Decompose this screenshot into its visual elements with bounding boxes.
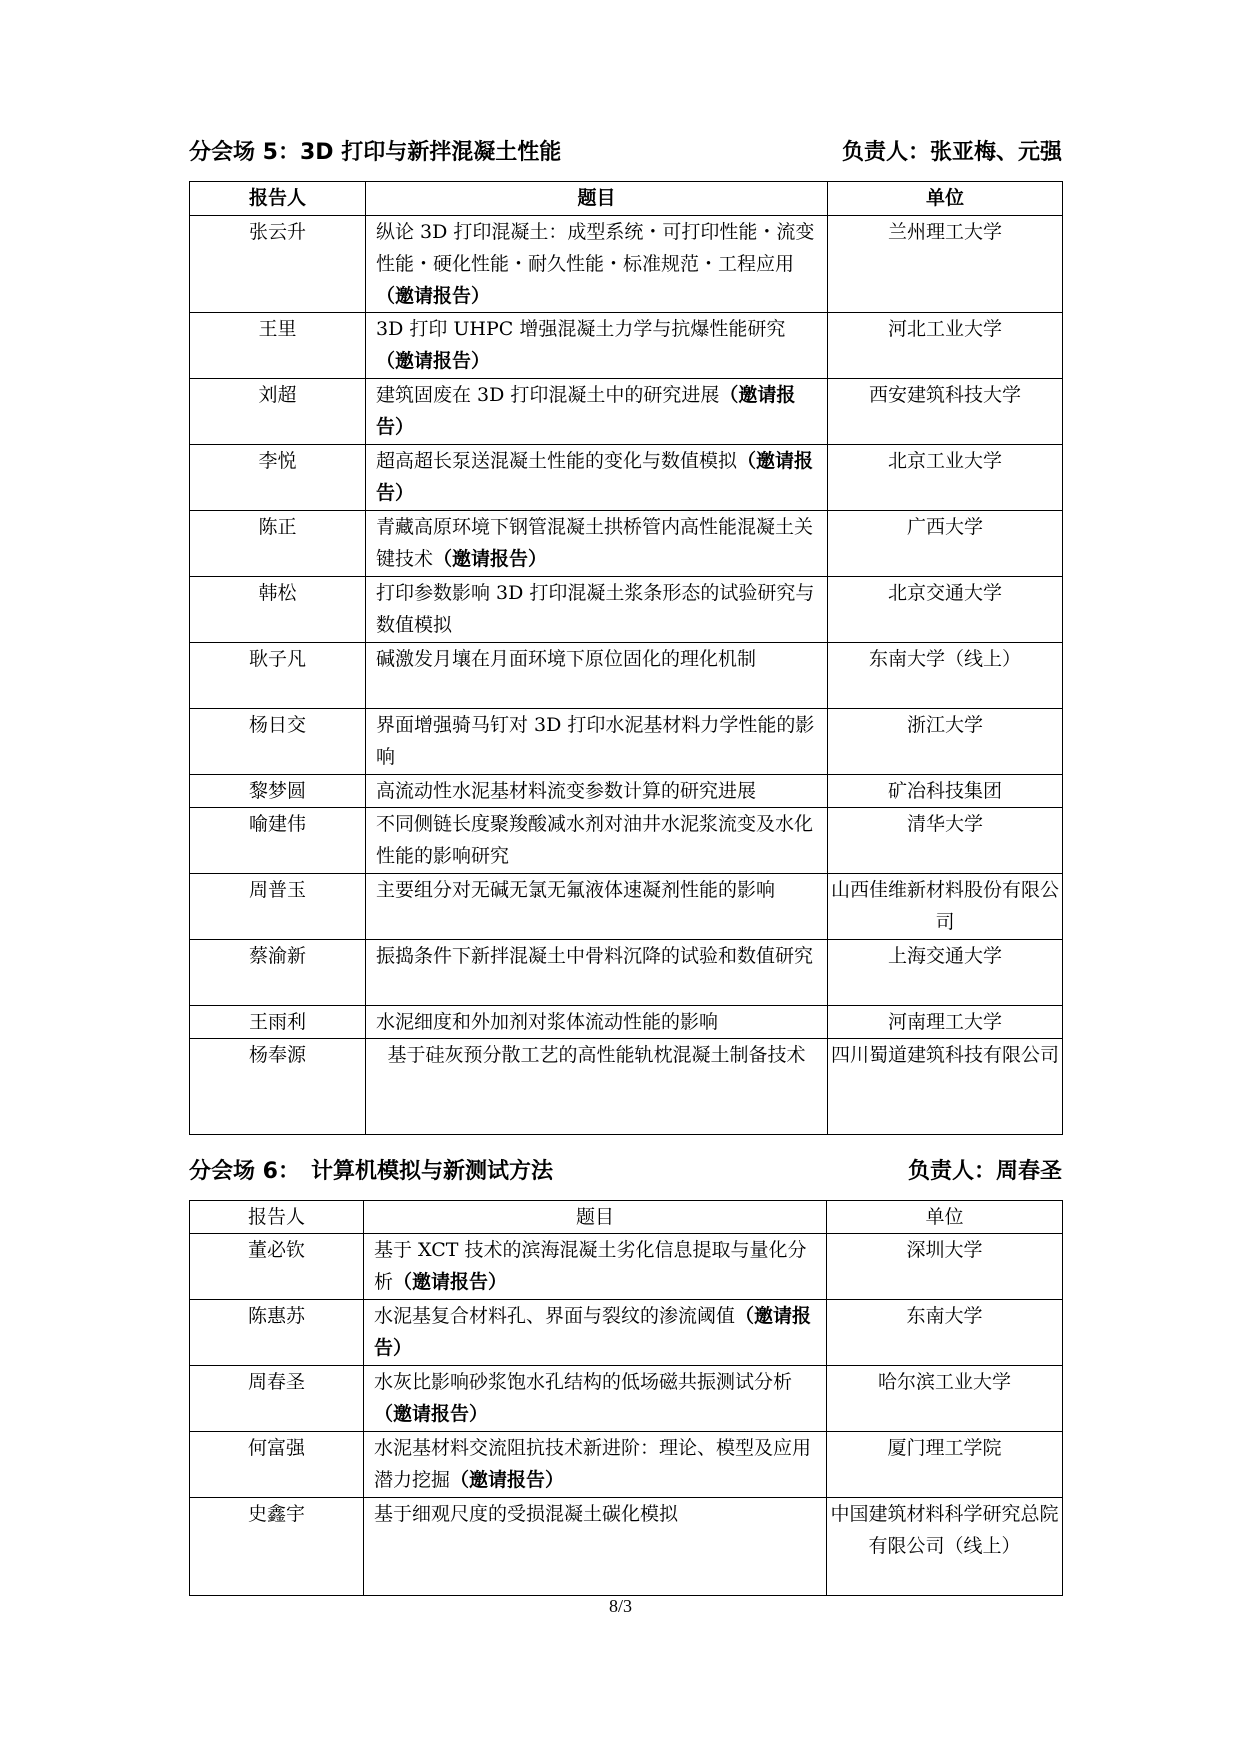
session-5-table [189, 181, 1063, 1135]
speaker-name: 陈正 [190, 511, 366, 577]
affiliation: 东南大学（线上） [828, 643, 1063, 709]
header-unit: 单位 [828, 182, 1063, 216]
topic-text: 3D 打印 UHPC 增强混凝土力学与抗爆性能研究 [376, 318, 786, 340]
talk-topic [366, 511, 828, 577]
topic-text: 碱激发月壤在月面环境下原位固化的理化机制 [376, 648, 757, 670]
session-5-title: 分会场 5：3D 打印与新拌混凝土性能 [189, 140, 562, 165]
table-row [190, 1432, 1063, 1498]
speaker-name: 董必钦 [190, 1234, 364, 1300]
topic-text: 振捣条件下新拌混凝土中骨料沉降的试验和数值研究 [376, 945, 814, 967]
speaker-name: 王雨利 [190, 1006, 366, 1039]
table-row [190, 1300, 1063, 1366]
speaker-name: 周春圣 [190, 1366, 364, 1432]
session-6-heading [189, 1155, 1062, 1189]
talk-topic [366, 216, 828, 313]
table-row [190, 775, 1063, 808]
invited-tag: （邀请报告） [376, 450, 814, 504]
topic-text: 界面增强骑马钉对 3D 打印水泥基材料力学性能的影响 [376, 714, 815, 768]
topic-text: 建筑固废在 3D 打印混凝土中的研究进展 [376, 384, 720, 406]
speaker-name: 陈惠苏 [190, 1300, 364, 1366]
affiliation: 河北工业大学 [828, 313, 1063, 379]
table-row [190, 643, 1063, 709]
talk-topic [366, 445, 828, 511]
affiliation: 清华大学 [828, 808, 1063, 874]
topic-text: 水灰比影响砂浆饱水孔结构的低场磁共振测试分析 [374, 1371, 793, 1393]
affiliation: 北京工业大学 [828, 445, 1063, 511]
table-row [190, 577, 1063, 643]
affiliation: 河南理工大学 [828, 1006, 1063, 1039]
table-row [190, 1366, 1063, 1432]
speaker-name: 何富强 [190, 1432, 364, 1498]
affiliation: 山西佳维新材料股份有限公司 [828, 874, 1063, 940]
affiliation: 浙江大学 [828, 709, 1063, 775]
invited-tag: （邀请报告） [374, 1305, 812, 1359]
table-row [190, 874, 1063, 940]
invited-tag: （邀请报告） [376, 384, 796, 438]
table-header-row [190, 1201, 1063, 1234]
talk-topic [364, 1234, 827, 1300]
table-row [190, 1234, 1063, 1300]
talk-topic [364, 1366, 827, 1432]
speaker-name: 张云升 [190, 216, 366, 313]
talk-topic [366, 709, 828, 775]
affiliation: 矿冶科技集团 [828, 775, 1063, 808]
affiliation: 东南大学 [827, 1300, 1063, 1366]
affiliation: 四川蜀道建筑科技有限公司 [828, 1039, 1063, 1135]
table-row [190, 1006, 1063, 1039]
header-unit: 单位 [827, 1201, 1063, 1234]
affiliation: 西安建筑科技大学 [828, 379, 1063, 445]
session-6-owner: 负责人：周春圣 [907, 1159, 1062, 1184]
talk-topic [366, 313, 828, 379]
speaker-name: 蔡渝新 [190, 940, 366, 1006]
affiliation: 中国建筑材料科学研究总院有限公司（线上） [827, 1498, 1063, 1596]
topic-text: 打印参数影响 3D 打印混凝土浆条形态的试验研究与数值模拟 [376, 582, 815, 636]
invited-tag: （邀请报告） [450, 1469, 565, 1491]
invited-tag: （邀请报告） [433, 548, 548, 570]
talk-topic [366, 643, 828, 709]
session-5-owner: 负责人：张亚梅、元强 [841, 140, 1062, 165]
speaker-name: 耿子凡 [190, 643, 366, 709]
invited-tag: （邀请报告） [376, 285, 491, 307]
topic-text: 基于硅灰预分散工艺的高性能轨枕混凝土制备技术 [387, 1044, 806, 1066]
topic-text: 基于细观尺度的受损混凝土碳化模拟 [374, 1503, 679, 1525]
speaker-name: 韩松 [190, 577, 366, 643]
speaker-name: 杨奉源 [190, 1039, 366, 1135]
table-row [190, 511, 1063, 577]
affiliation: 深圳大学 [827, 1234, 1063, 1300]
speaker-name: 黎梦圆 [190, 775, 366, 808]
table-row [190, 709, 1063, 775]
topic-text: 不同侧链长度聚羧酸减水剂对油井水泥浆流变及水化性能的影响研究 [376, 813, 814, 867]
talk-topic [366, 379, 828, 445]
talk-topic [366, 940, 828, 1006]
talk-topic [366, 808, 828, 874]
header-topic: 题目 [366, 182, 828, 216]
speaker-name: 周普玉 [190, 874, 366, 940]
affiliation: 广西大学 [828, 511, 1063, 577]
talk-topic [366, 1039, 828, 1135]
topic-text: 超高超长泵送混凝土性能的变化与数值模拟 [376, 450, 738, 472]
speaker-name: 杨日交 [190, 709, 366, 775]
table-row [190, 216, 1063, 313]
speaker-name: 史鑫宇 [190, 1498, 364, 1596]
speaker-name: 王里 [190, 313, 366, 379]
table-header-row [190, 182, 1063, 216]
table-row [190, 1039, 1063, 1135]
header-speaker: 报告人 [190, 1201, 364, 1234]
table-row [190, 1498, 1063, 1596]
topic-text: 纵论 3D 打印混凝土：成型系统・可打印性能・流变性能・硬化性能・耐久性能・标准规范・工程应用 [376, 221, 815, 275]
invited-tag: （邀请报告） [374, 1403, 489, 1425]
talk-topic [364, 1498, 827, 1596]
topic-text: 水泥基材料交流阻抗技术新进阶：理论、模型及应用潜力挖掘 [374, 1437, 812, 1491]
invited-tag: （邀请报告） [393, 1271, 508, 1293]
affiliation: 厦门理工学院 [827, 1432, 1063, 1498]
table-row [190, 445, 1063, 511]
topic-text: 基于 XCT 技术的滨海混凝土劣化信息提取与量化分析 [374, 1239, 807, 1293]
table-row [190, 379, 1063, 445]
talk-topic [364, 1300, 827, 1366]
topic-text: 主要组分对无碱无氯无氟液体速凝剂性能的影响 [376, 879, 776, 901]
affiliation: 哈尔滨工业大学 [827, 1366, 1063, 1432]
page-number: 8/3 [608, 1596, 632, 1616]
table-row [190, 808, 1063, 874]
table-row [190, 940, 1063, 1006]
topic-text: 水泥细度和外加剂对浆体流动性能的影响 [376, 1011, 719, 1033]
session-6-title: 分会场 6： 计算机模拟与新测试方法 [189, 1159, 553, 1184]
speaker-name: 喻建伟 [190, 808, 366, 874]
topic-text: 青藏高原环境下钢管混凝土拱桥管内高性能混凝土关键技术 [376, 516, 814, 570]
topic-text: 高流动性水泥基材料流变参数计算的研究进展 [376, 780, 757, 802]
header-topic: 题目 [364, 1201, 827, 1234]
affiliation: 兰州理工大学 [828, 216, 1063, 313]
speaker-name: 刘超 [190, 379, 366, 445]
talk-topic [366, 577, 828, 643]
affiliation: 北京交通大学 [828, 577, 1063, 643]
affiliation: 上海交通大学 [828, 940, 1063, 1006]
talk-topic [366, 874, 828, 940]
speaker-name: 李悦 [190, 445, 366, 511]
session-5-heading [189, 136, 1062, 170]
session-6-table [189, 1200, 1063, 1596]
topic-text: 水泥基复合材料孔、界面与裂纹的渗流阈值 [374, 1305, 736, 1327]
talk-topic [366, 1006, 828, 1039]
table-row [190, 313, 1063, 379]
header-speaker: 报告人 [190, 182, 366, 216]
talk-topic [364, 1432, 827, 1498]
talk-topic [366, 775, 828, 808]
invited-tag: （邀请报告） [376, 350, 491, 372]
